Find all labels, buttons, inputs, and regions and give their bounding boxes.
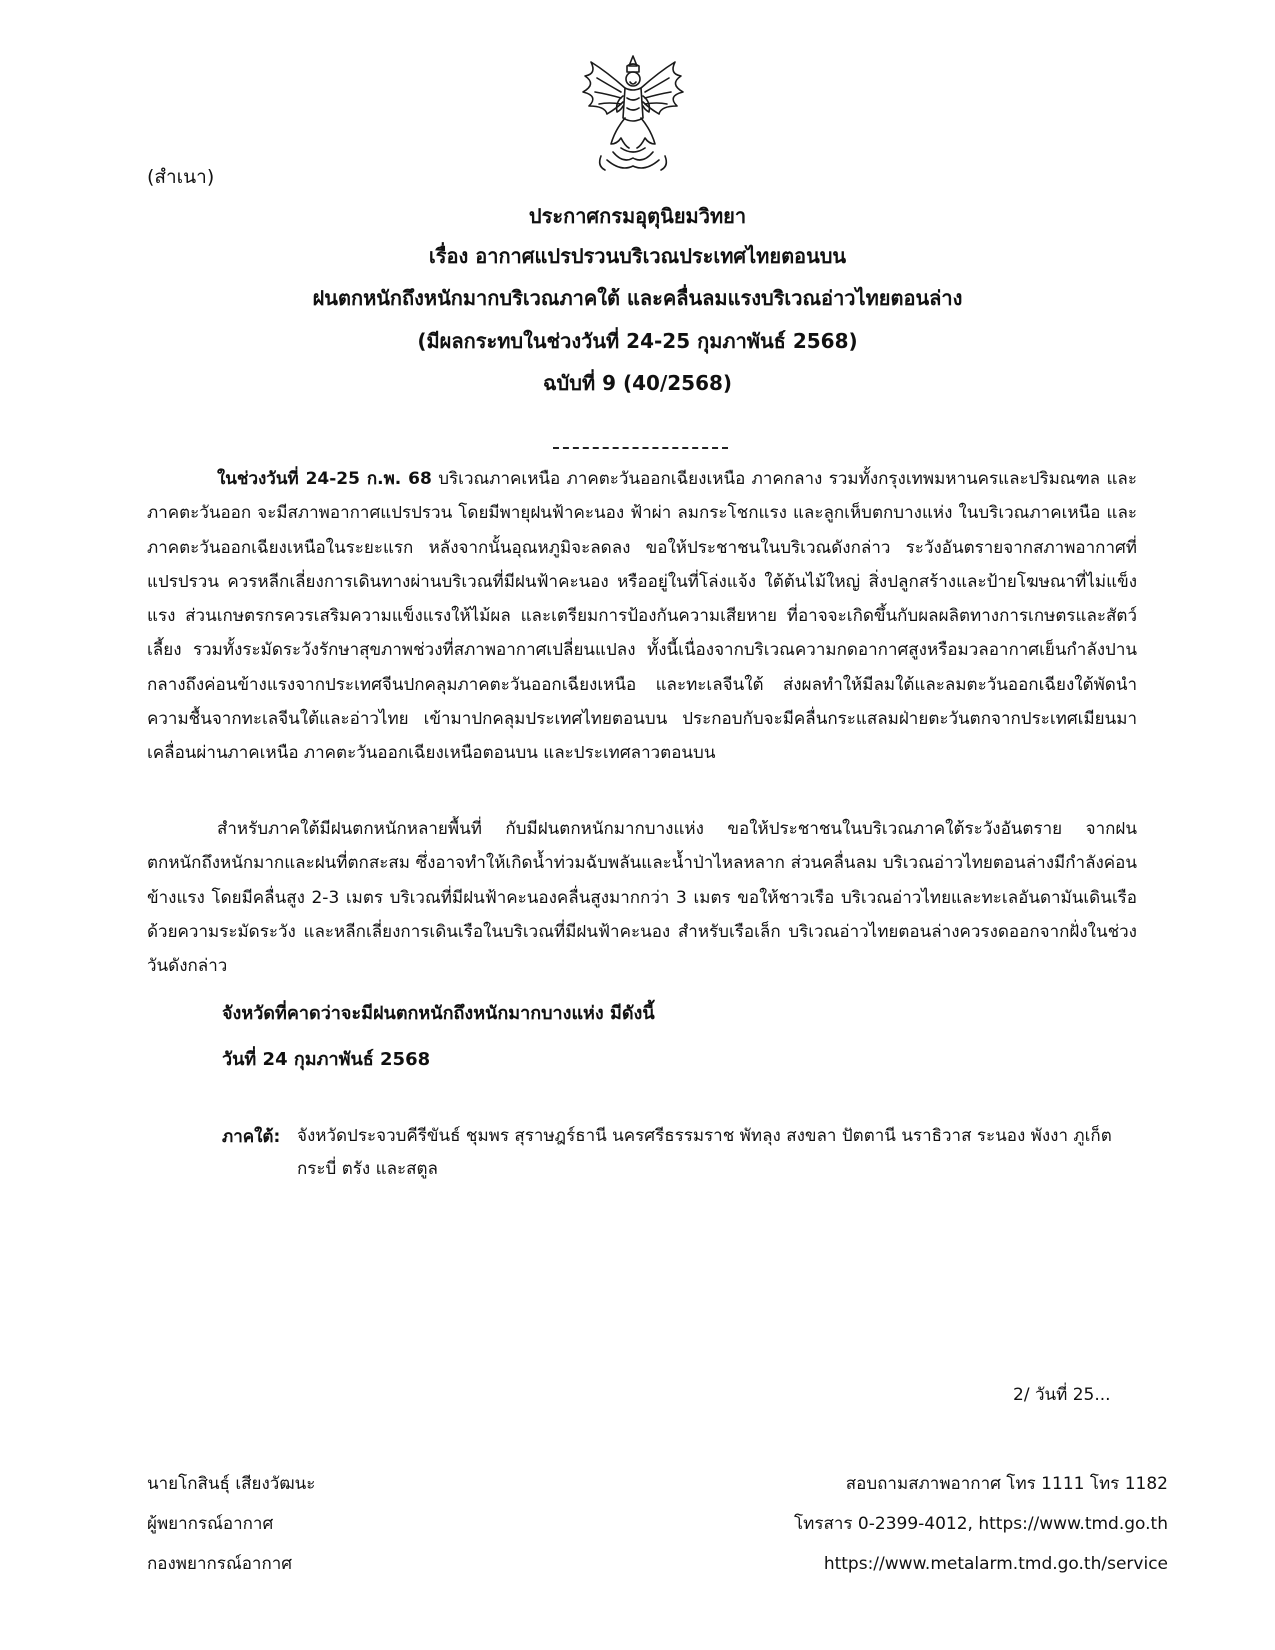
- announcement-issue: ฉบับที่ 9 (40/2568): [542, 371, 733, 395]
- contact-block: [794, 1464, 1168, 1584]
- date-heading: วันที่ 24 กุมภาพันธ์ 2568: [222, 1049, 431, 1070]
- paragraph-1-text: บริเวณภาคเหนือ ภาคตะวันออกเฉียงเหนือ ภาคกลาง รวมทั้งกรุงเทพมหานครและปริมณฑล และภาคตะวันออก จะมีสภาพอากาศแปรปรวน โดยมีพายุฝนฟ้าคะนอง ฟ้าผ่า ลมกระโชกแรง และลูกเห็บตกบางแห่ง ในบริเวณภาคเหนือ และภาคตะวันออกเฉียงเหนือในระยะแรก หลังจากนั้นอุณหภูมิจะลดลง ขอให้ประชาชนในบริเวณดังกล่าว ระวังอันตรายจากสภาพอากาศที่แปรปรวน ควรหลีกเลี่ยงการเดินทางผ่านบริเวณที่มีฝนฟ้าคะนอง หรืออยู่ในที่โล่งแจ้ง ใต้ต้นไม้ใหญ่ สิ่งปลูกสร้างและป้ายโฆษณาที่ไม่แข็งแรง ส่วนเกษตรกรควรเสริมความแข็งแรงให้ไม้ผล และเตรียมการป้องกันความเสียหาย ที่อาจจะเกิดขึ้นกับผลผลิตทางการเกษตรและสัตว์เลี้ยง รวมทั้งระมัดระวังรักษาสุขภาพช่วงที่สภาพอากาศเปลี่ยนแปลง ทั้งนี้เนื่องจากบริเวณความกดอากาศสูงหรือมวลอากาศเย็นกำลังปานกลางถึงค่อนข้างแรงจากประเทศจีนปกคลุมภาคตะวันออกเฉียงเหนือ และทะเลจีนใต้ ส่งผลทำให้มีลมใต้และลมตะวันออกเฉียงใต้พัดนำความชื้นจากทะเลจีนใต้และอ่าวไทย เข้ามาปกคลุมประเทศไทยตอนบน ประกอบกับจะมีคลื่นกระแสลมฝ่ายตะวันตกจากประเทศเมียนมาเคลื่อนผ่านภาคเหนือ ภาคตะวันออกเฉียงเหนือตอนบน และประเทศลาวตอนบน: [147, 469, 1137, 764]
- signatory-position: ผู้พยากรณ์อากาศ: [147, 1514, 274, 1534]
- paragraph-2-text: สำหรับภาคใต้มีฝนตกหนักหลายพื้นที่ กับมีฝนตกหนักมากบางแห่ง ขอให้ประชาชนในบริเวณภาคใต้ระวังอันตราย จากฝนตกหนักถึงหนักมากและฝนที่ตกสะสม ซึ่งอาจทำให้เกิดน้ำท่วมฉับพลันและน้ำป่าไหลหลาก ส่วนคลื่นลม บริเวณอ่าวไทยตอนล่างมีกำลังค่อนข้างแรง โดยมีคลื่นสูง 2-3 เมตร บริเวณที่มีฝนฟ้าคะนองคลื่นสูงมากกว่า 3 เมตร ขอให้ชาวเรือ บริเวณอ่าวไทยและทะเลอันดามันเดินเรือด้วยความระมัดระวัง และหลีกเลี่ยงการเดินเรือในบริเวณที่มีฝนฟ้าคะนอง สำหรับเรือเล็ก บริเวณอ่าวไทยตอนล่างควรงดออกจากฝั่งในช่วงวันดังกล่าว: [147, 819, 1137, 977]
- region-label: ภาคใต้:: [222, 1127, 281, 1147]
- heading-divider: [553, 447, 728, 449]
- garuda-emblem-icon: [577, 52, 689, 176]
- copy-mark: (สำเนา): [147, 166, 215, 188]
- paragraph-2: [147, 812, 1137, 983]
- provinces-heading: จังหวัดที่คาดว่าจะมีฝนตกหนักถึงหนักมากบางแห่ง มีดังนี้: [222, 1003, 655, 1024]
- contact-phone: สอบถามสภาพอากาศ โทร 1111 โทร 1182: [845, 1474, 1168, 1494]
- contact-service-link[interactable]: https://www.metalarm.tmd.go.th/service: [823, 1554, 1168, 1574]
- announcement-period: (มีผลกระทบในช่วงวันที่ 24-25 กุมภาพันธ์ 2568): [417, 329, 858, 353]
- paragraph-1: [147, 462, 1137, 771]
- paragraph-1-lead: ในช่วงวันที่ 24-25 ก.พ. 68: [217, 469, 432, 489]
- signatory-block: [147, 1464, 315, 1584]
- signatory-division: กองพยากรณ์อากาศ: [147, 1554, 293, 1574]
- contact-fax-website[interactable]: โทรสาร 0-2399-4012, https://www.tmd.go.th: [794, 1514, 1168, 1534]
- signatory-name: นายโกสินธุ์ เสียงวัฒนะ: [147, 1474, 316, 1494]
- announcement-title: ประกาศกรมอุตุนิยมวิทยา: [528, 204, 747, 228]
- region-provinces: จังหวัดประจวบคีรีขันธ์ ชุมพร สุราษฎร์ธานี นครศรีธรรมราช พัทลุง สงขลา ปัตตานี นราธิวาส ระนอง พังงา ภูเก็ต กระบี่ ตรัง และสตูล: [297, 1126, 1112, 1179]
- continuation-note: 2/ วันที่ 25...: [1013, 1385, 1111, 1405]
- announcement-subject-line2: ฝนตกหนักถึงหนักมากบริเวณภาคใต้ และคลื่นลมแรงบริเวณอ่าวไทยตอนล่าง: [312, 286, 963, 310]
- announcement-subject: เรื่อง อากาศแปรปรวนบริเวณประเทศไทยตอนบน: [428, 244, 847, 268]
